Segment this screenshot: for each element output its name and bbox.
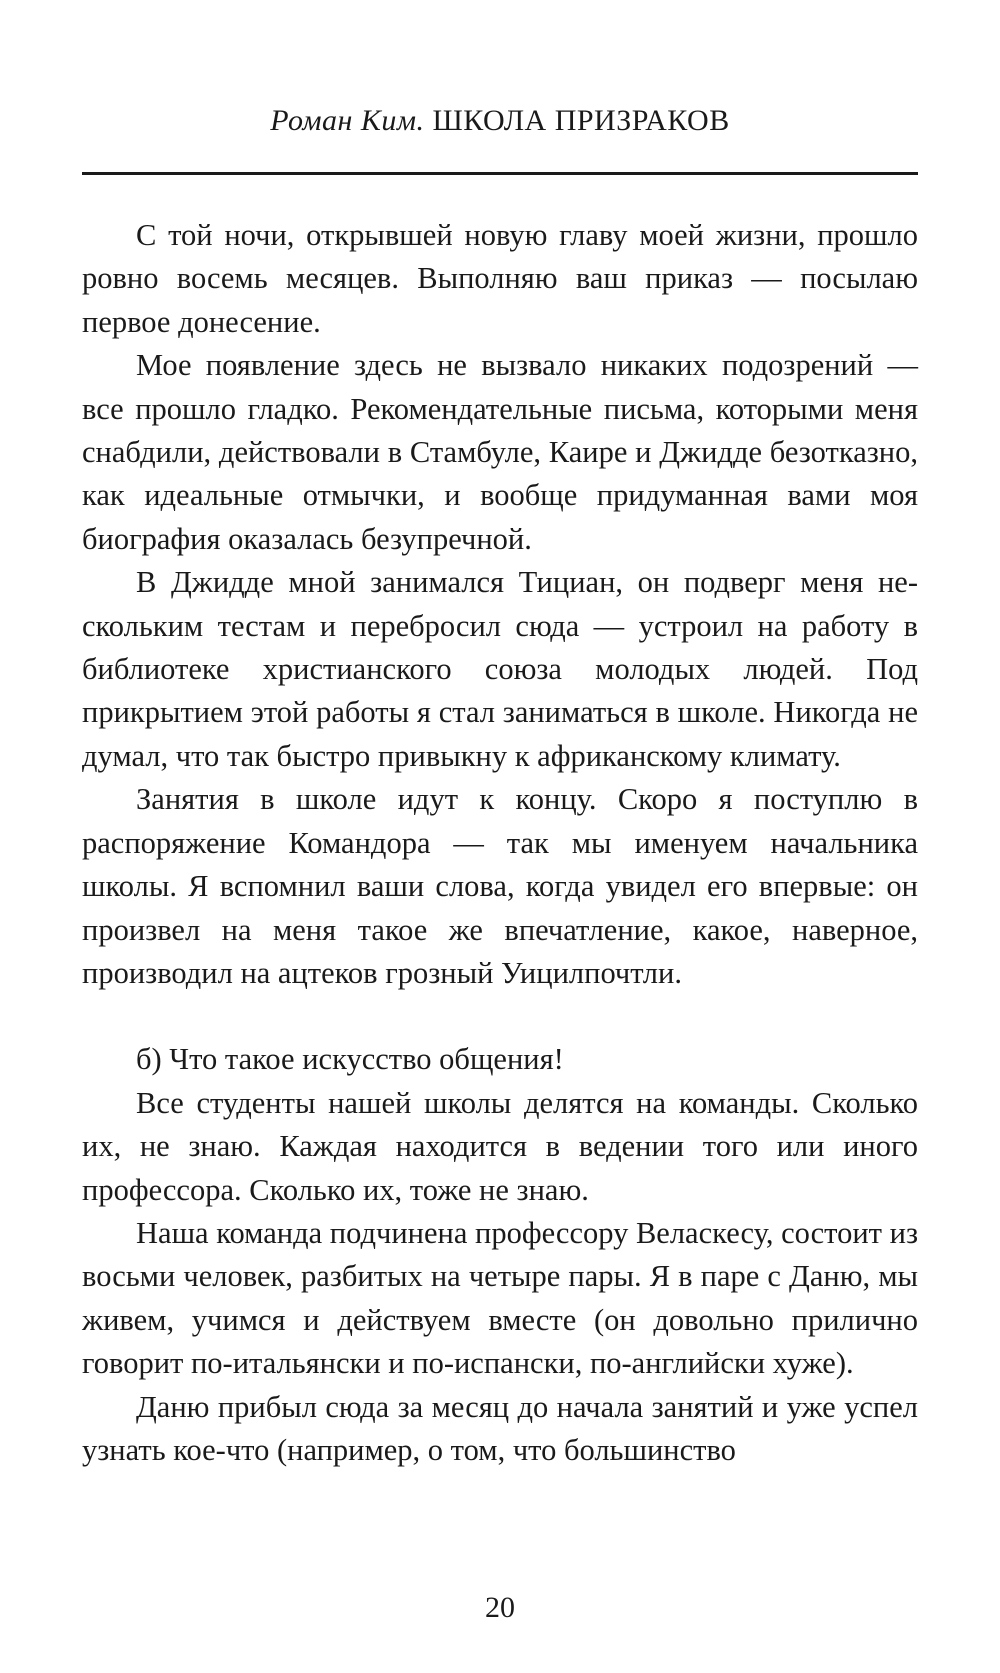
paragraph: В Джидде мной занимался Тициан, он подверг меня нескольким тестам и перебросил сюда — устроил на работу в библиотеке христианского союза молодых людей. Под прикрытием этой работы я стал заниматься в школе. Никогда не думал, что так быстро привыкну к африканскому климату.	[82, 565, 918, 773]
body-text	[82, 214, 918, 1472]
header-rule	[82, 172, 918, 175]
running-head-author: Роман Ким.	[270, 104, 425, 137]
paragraph: Занятия в школе идут к концу. Скоро я поступлю в распоряжение Командора — так мы именуем начальника школы. Я вспомнил ваши слова, когда увидел его впервые: он произвел на меня такое же впечатление, какое, наверное, производил на ацтеков грозный Уицилпочтли.	[82, 782, 918, 990]
page-number: 20	[485, 1591, 515, 1624]
paragraph: Наша команда подчинена профессору Веласкесу, состоит из восьми человек, разбитых на четыре пары. Я в паре с Даню, мы живем, учимся и действуем вместе (он довольно прилично говорит по-итальянски и по-испански, по-английски хуже).	[82, 1215, 918, 1381]
paragraph: Все студенты нашей школы делятся на команды. Сколько их, не знаю. Каждая находится в ведении того или иного профессора. Сколько их, тоже не знаю.	[82, 1085, 918, 1207]
paragraph: С той ночи, открывшей новую главу моей жизни, прошло ровно восемь месяцев. Выполняю ваш приказ — посылаю первое донесение.	[82, 218, 918, 339]
running-head	[82, 104, 918, 138]
section-heading: б) Что такое искусство общения!	[136, 1042, 564, 1077]
paragraph: Мое появление здесь не вызвало никаких подозрений — все прошло гладко. Рекомендательные письма, которыми меня снабдили, действовали в Стамбуле, Каире и Джидде безотказно, как идеальные отмычки, и вообще придуманная вами моя биография оказалась безупречной.	[82, 348, 918, 556]
running-head-title: ШКОЛА ПРИЗРАКОВ	[432, 104, 730, 137]
paragraph: Даню прибыл сюда за месяц до начала занятий и уже успел узнать кое-что (например, о том, что большинство	[82, 1389, 918, 1467]
